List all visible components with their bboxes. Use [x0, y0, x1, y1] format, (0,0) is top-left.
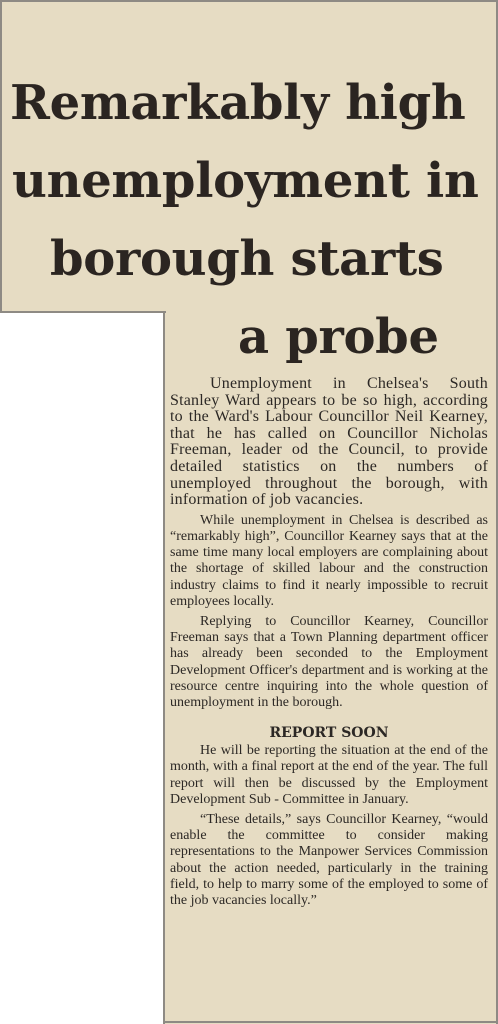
headline-line-3: borough starts	[50, 231, 444, 287]
headline-line-2: unemployment in	[12, 153, 479, 209]
lead-paragraph: Unemployment in Chelsea's South Stanley Ward appears to be so high, according to the Ward's Labour Councillor Neil Kearney, that he has called on Councillor Nicholas Freeman, leader od the Council, to provide detailed statistics on the numbers of unemployed throughout the borough, with information of job vacancies.	[170, 375, 488, 509]
subheading: REPORT SOON	[269, 725, 389, 742]
headline-line-4: a probe	[238, 309, 439, 365]
clipping-edge-bottom	[163, 1021, 498, 1023]
clipping-edge-left	[0, 0, 2, 313]
body-paragraph: Replying to Councillor Kearney, Councillor Freeman says that a Town Planning department officer has already been seconded to the Employment Development Officer's department and is working at the resource centre inquiring into the whole question of unemployment in the borough.	[170, 613, 488, 710]
body-paragraph: “These details,” says Councillor Kearney, “would enable the committee to consider making representations to the Manpower Services Commission about the action needed, particularly in the training field, to help to marry some of the employed to some of the job vacancies locally.”	[170, 812, 488, 909]
clipping-edge-column-left	[163, 311, 165, 1024]
article-body	[170, 376, 488, 909]
body-paragraph: While unemployment in Chelsea is described as “remarkably high”, Councillor Kearney says that at the same time many local employers are complaining about the shortage of skilled labour and the construction industry claims to find it nearly impossible to recruit employees locally.	[170, 512, 488, 609]
clipping-edge-step	[0, 311, 166, 313]
body-paragraph: He will be reporting the situation at the end of the month, with a final report at the end of the year. The full report will then be discussed by the Employment Development Sub - Committee in January.	[170, 743, 488, 807]
clipping-edge-top	[0, 0, 498, 2]
headline-line-1: Remarkably high	[10, 75, 466, 131]
